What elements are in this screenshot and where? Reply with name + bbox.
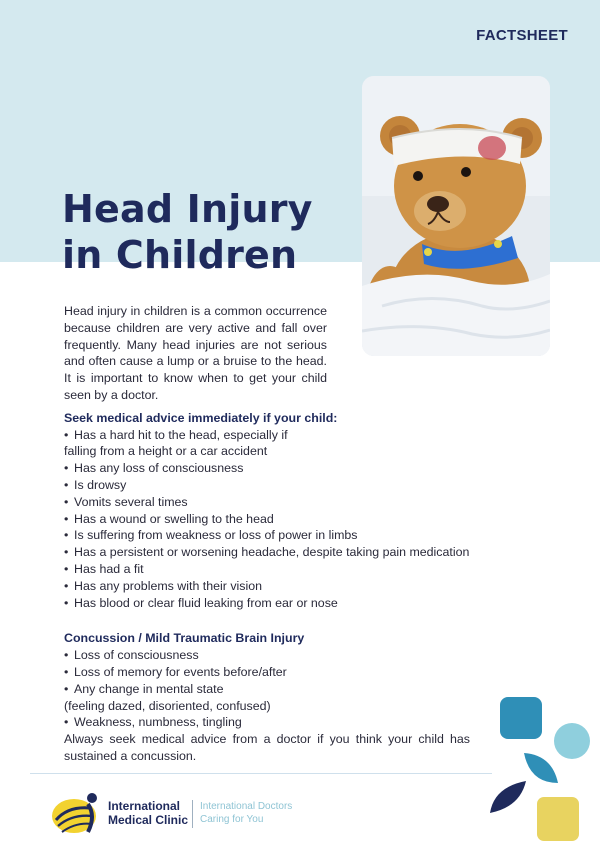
list-item: • Loss of memory for events before/after xyxy=(64,664,287,679)
list-item: • Loss of consciousness xyxy=(64,648,199,663)
list-item: • Has a wound or swelling to the head xyxy=(64,511,274,526)
list-item: • Vomits several times xyxy=(64,494,188,509)
seek-advice-heading: Seek medical advice immediately if your child: xyxy=(64,410,338,425)
list-item: • Has any problems with their vision xyxy=(64,578,263,593)
footer-separator xyxy=(192,800,193,828)
list-item: • Has a hard hit to the head, especially if xyxy=(64,427,288,442)
decorative-shapes xyxy=(490,695,590,850)
footer-divider xyxy=(30,773,492,774)
list-item: • Has any loss of consciousness xyxy=(64,461,244,476)
list-item: • Has blood or clear fluid leaking from ear or nose xyxy=(64,595,338,610)
intro-paragraph: Head injury in children is a common occurrence because children are very active and fall over frequently. Many head injuries are not serious and often cause a lump or a bruise to the head. It is important to know when to get your child seen by a doctor. xyxy=(64,304,327,402)
list-item: • Has had a fit xyxy=(64,561,144,576)
concussion-heading: Concussion / Mild Traumatic Brain Injury xyxy=(64,631,305,646)
title-line-1: Head Injury xyxy=(62,187,313,231)
concussion-list xyxy=(64,647,470,731)
page-title xyxy=(62,186,313,278)
clinic-brand-name: International Medical Clinic xyxy=(108,799,189,827)
closing-note: Always seek medical advice from a doctor if you think your child has sustained a concussion. xyxy=(64,732,470,763)
seek-advice-list xyxy=(64,427,470,612)
clinic-logo-icon xyxy=(48,788,104,843)
list-item-continuation: falling from a height or a car accident xyxy=(64,444,268,459)
list-item-continuation: (feeling dazed, disoriented, confused) xyxy=(64,698,271,713)
title-line-2: in Children xyxy=(62,233,298,277)
list-item: • Any change in mental state xyxy=(64,681,224,696)
list-item: • Is suffering from weakness or loss of power in limbs xyxy=(64,528,358,543)
factsheet-label: FACTSHEET xyxy=(476,27,568,44)
list-item: • Weakness, numbness, tingling xyxy=(64,715,242,730)
list-item: • Has a persistent or worsening headache, despite taking pain medication xyxy=(64,545,470,560)
clinic-tagline: International Doctors Caring for You xyxy=(200,801,293,825)
body-content xyxy=(64,303,470,765)
list-item: • Is drowsy xyxy=(64,477,127,492)
